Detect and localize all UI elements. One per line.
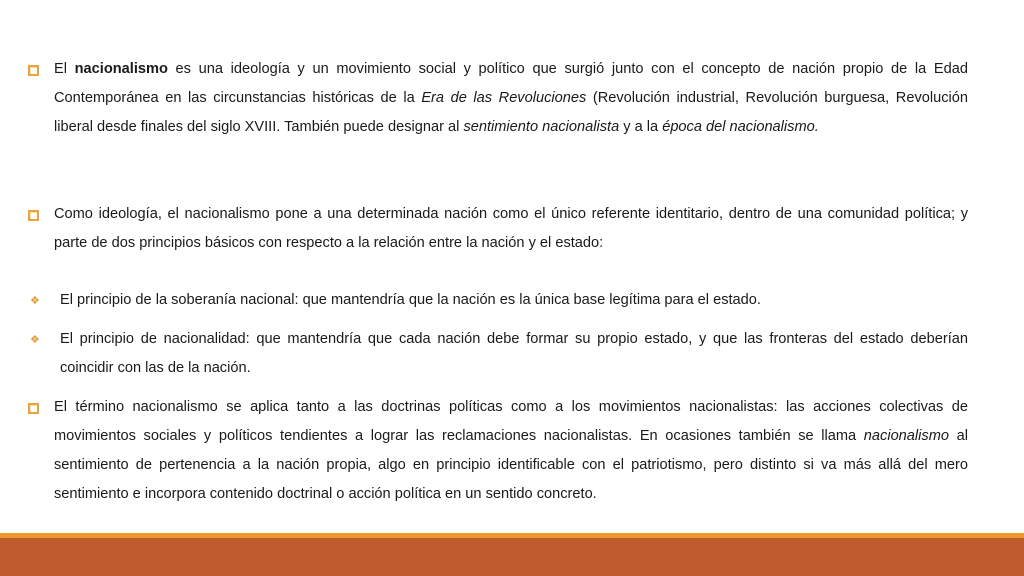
paragraph-text: El término nacionalismo se aplica tanto a las doctrinas políticas como a los movimientos nacionalistas: las acciones colectivas de movimientos sociales y políticos tendientes a lograr las reclamaciones nacionalistas. En ocasiones también se llama nacionalismo al sentimiento de pertenencia a la nación propia, algo en principio identificable con el patriotismo, pero distinto si va más allá del mero sentimiento e incorpora contenido doctrinal o acción política en un sentido concreto. (54, 399, 968, 502)
sub-item-text: El principio de la soberanía nacional: que mantendría que la nación es la única base legítima para el estado. (60, 292, 761, 308)
italic-term: nacionalismo (863, 428, 949, 444)
italic-term: Era de las Revoluciones (421, 90, 587, 106)
square-bullet-icon (28, 55, 39, 87)
paragraph-termino (28, 393, 968, 509)
sub-item-text: El principio de nacionalidad: que mantendría que cada nación debe formar su propio estado, y que las fronteras del estado deberían coincidir con las de la nación. (60, 331, 968, 376)
paragraph-ideologia (28, 200, 968, 258)
paragraph-text: El nacionalismo es una ideología y un movimiento social y político que surgió junto con el concepto de nación propio de la Edad Contemporánea en las circunstancias históricas de la Era de las Revoluciones (Revolución industrial, Revolución burguesa, Revolución liberal desde finales del siglo XVIII. También puede designar al sentimiento nacionalista y a la época del nacionalismo. (54, 61, 969, 135)
paragraph-text: Como ideología, el nacionalismo pone a una determinada nación como el único referente identitario, dentro de una comunidad política; y parte de dos principios básicos con respecto a la relación entre la nación y el estado: (54, 206, 968, 251)
square-bullet-icon (28, 393, 39, 425)
italic-term: sentimiento nacionalista (463, 119, 620, 135)
italic-term: época del nacionalismo. (662, 119, 819, 135)
square-bullet-icon (28, 200, 39, 232)
footer-bar (0, 538, 1024, 576)
bold-term: nacionalismo (74, 61, 168, 77)
diamond-bullet-icon: ❖ (30, 334, 40, 346)
sub-item-nacionalidad (28, 325, 968, 383)
diamond-bullet-icon: ❖ (30, 295, 40, 307)
paragraph-nacionalismo-definition (28, 55, 968, 142)
sub-item-soberania (28, 286, 968, 315)
